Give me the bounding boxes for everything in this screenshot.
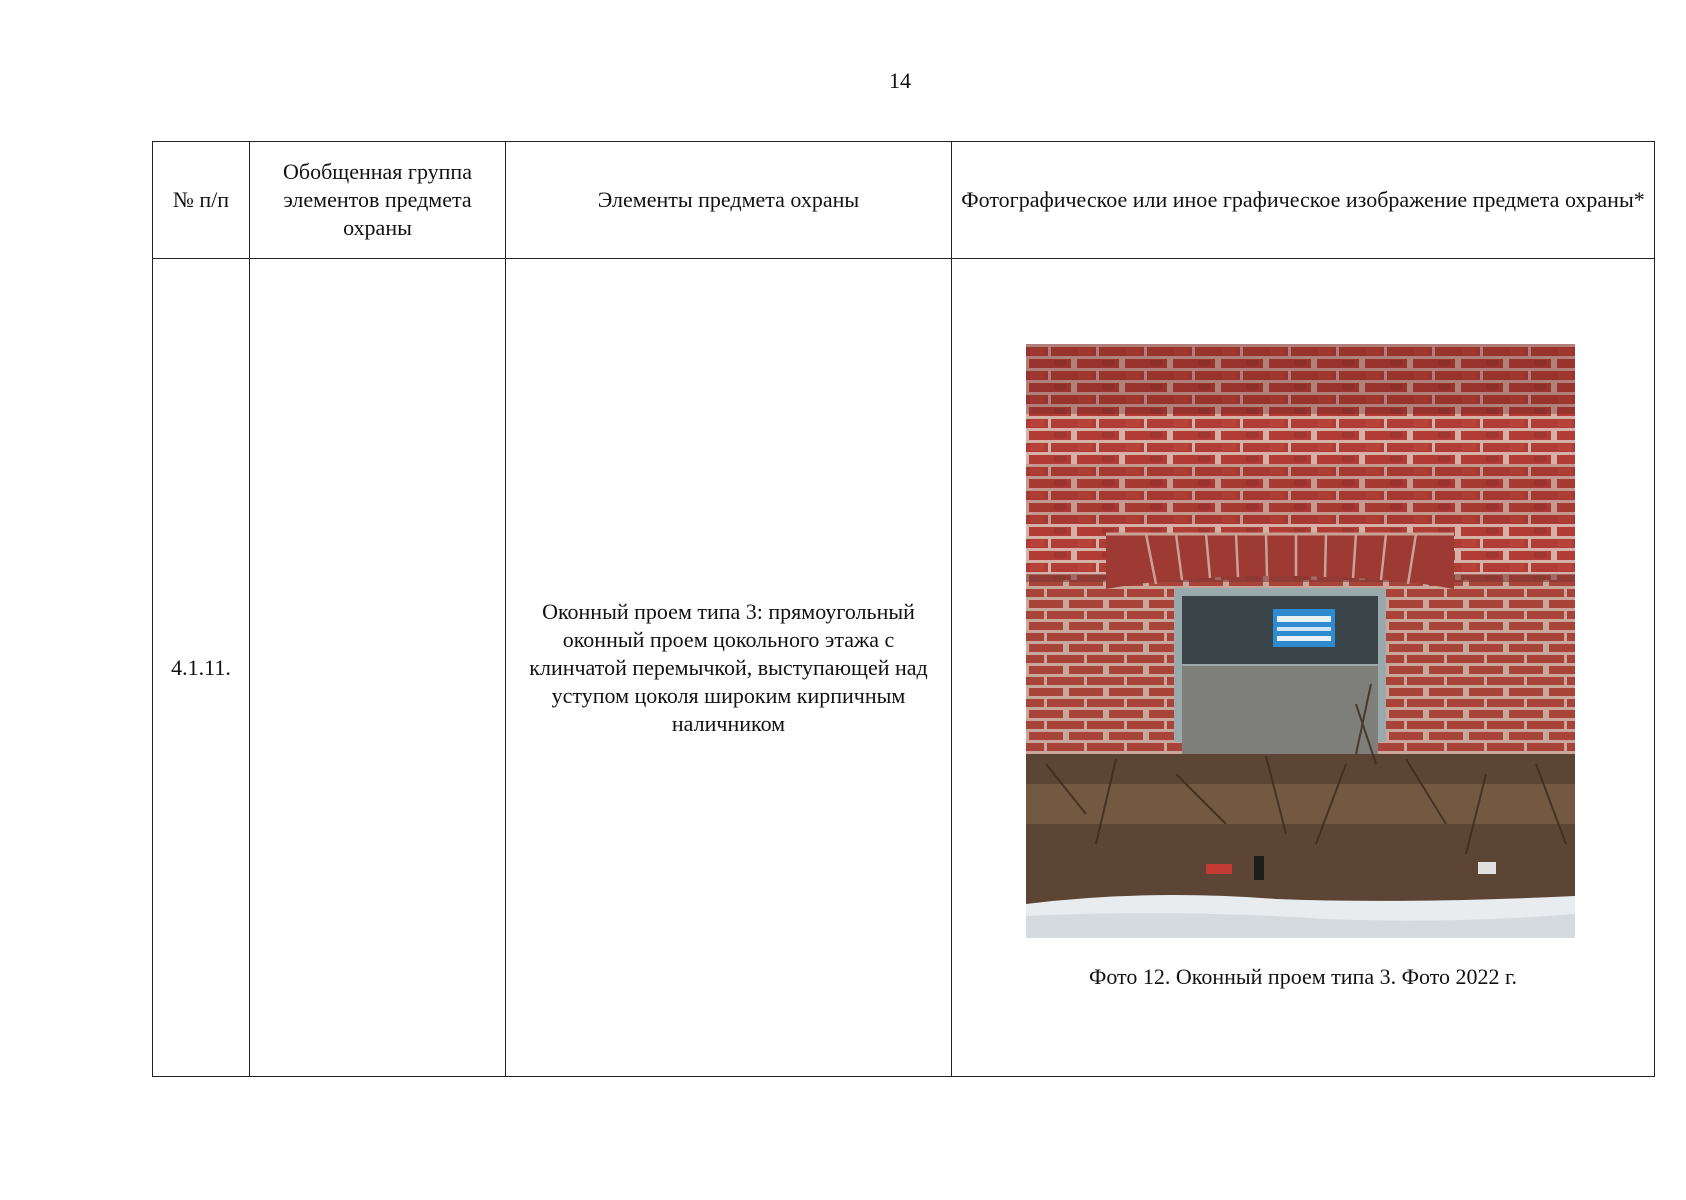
table-row	[153, 259, 1655, 1077]
photo-caption: Фото 12. Оконный проем типа 3. Фото 2022 г.	[1088, 964, 1518, 989]
row-number: 4.1.11.	[153, 259, 250, 1077]
row-group	[250, 259, 506, 1077]
row-elements: Оконный проем типа 3: прямоугольный оконный проем цокольного этажа с клинчатой перемычкой, выступающей над уступом цоколя широким кирпичным наличником	[506, 259, 952, 1077]
header-image: Фотографическое или иное графическое изображение предмета охраны*	[952, 142, 1655, 259]
protection-table	[152, 141, 1655, 1077]
photo-window-type-3	[1026, 344, 1575, 938]
page-number: 14	[889, 68, 911, 93]
table-header-row	[153, 142, 1655, 259]
header-group: Обобщенная группа элементов предмета охраны	[250, 142, 506, 259]
header-number: № п/п	[153, 142, 250, 259]
header-elements: Элементы предмета охраны	[506, 142, 952, 259]
row-image-cell	[952, 259, 1655, 1077]
